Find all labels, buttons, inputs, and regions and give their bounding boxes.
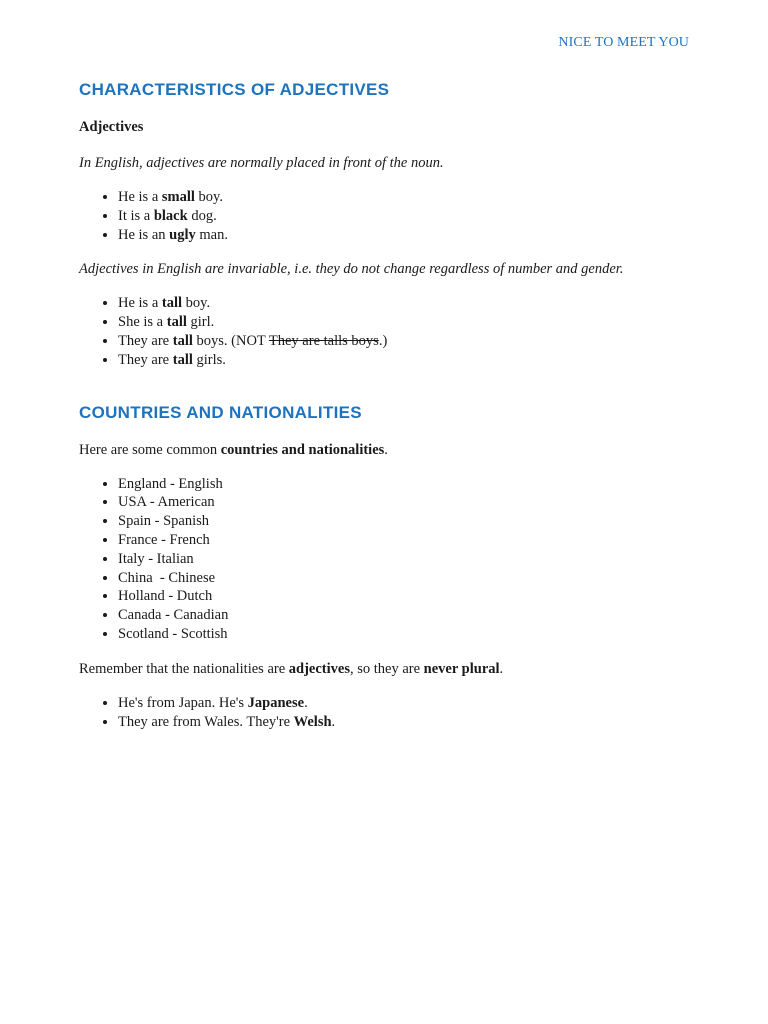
list-item: • He is an ugly man. — [118, 226, 699, 245]
list-item: • They are tall boys. (NOT They are talls boys.) — [118, 332, 699, 351]
running-header: NICE TO MEET YOU — [558, 35, 689, 50]
list-item: • Scotland - Scottish — [118, 625, 699, 644]
list-item: • England - English — [118, 475, 699, 494]
list-item: • China - Chinese — [118, 569, 699, 588]
list-item: • They are from Wales. They're Welsh. — [118, 713, 699, 732]
section-heading-countries: COUNTRIES AND NATIONALITIES — [79, 402, 362, 422]
struck-incorrect-example: They are talls boys — [268, 332, 379, 349]
list-item: • France - French — [118, 531, 699, 550]
list-item: • He is a tall boy. — [118, 294, 699, 313]
list-item: • Holland - Dutch — [118, 587, 699, 606]
nationality-examples-list — [79, 694, 699, 732]
list-item: • Canada - Canadian — [118, 606, 699, 625]
list-item: • She is a tall girl. — [118, 313, 699, 332]
subheading-adjectives: Adjectives — [79, 119, 144, 135]
remember-paragraph: Remember that the nationalities are adjectives, so they are never plural. — [79, 660, 504, 677]
list-item: • USA - American — [118, 493, 699, 512]
list-item: • They are tall girls. — [118, 351, 699, 370]
countries-list — [79, 475, 699, 644]
section-heading-adjectives: CHARACTERISTICS OF ADJECTIVES — [79, 80, 390, 99]
list-item: • He's from Japan. He's Japanese. — [118, 694, 699, 713]
list-item: • He is a small boy. — [118, 188, 699, 207]
intro-paragraph: In English, adjectives are normally placed in front of the noun. — [79, 155, 444, 171]
list-item: • Spain - Spanish — [118, 512, 699, 531]
invariable-examples-list — [79, 294, 699, 369]
invariable-note: Adjectives in English are invariable, i.e. they do not change regardless of number and gender. — [79, 261, 624, 278]
countries-intro: Here are some common countries and nationalities. — [79, 441, 388, 458]
adjective-examples-list — [79, 188, 699, 244]
list-item: • It is a black dog. — [118, 207, 699, 226]
document-body — [79, 80, 699, 747]
list-item: • Italy - Italian — [118, 550, 699, 569]
